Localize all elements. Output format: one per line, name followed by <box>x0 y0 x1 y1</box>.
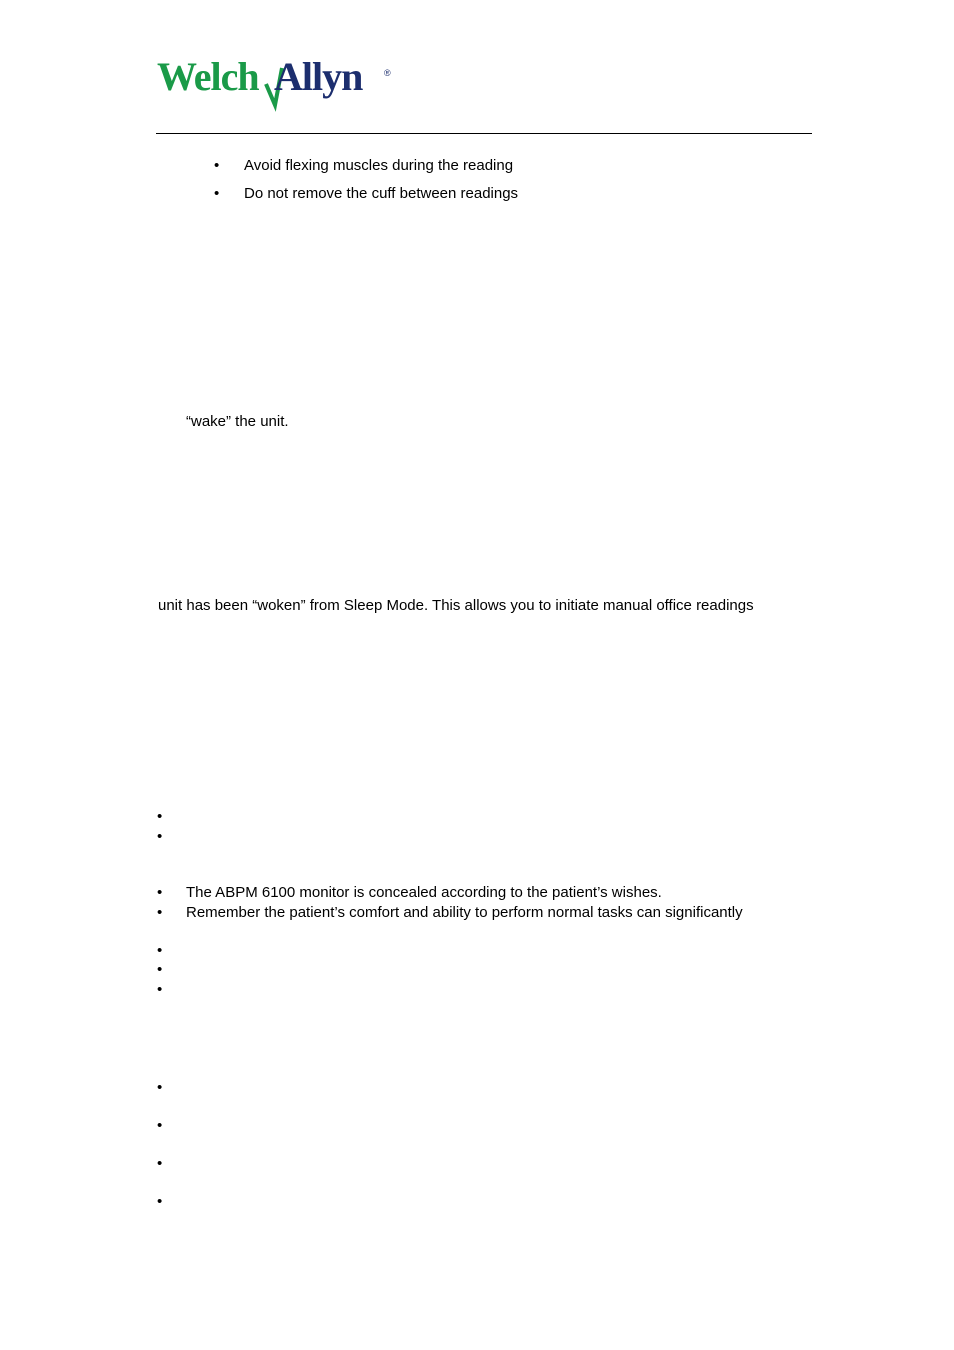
list-item: Remember the patient’s comfort and ability to perform normal tasks can significantly <box>186 904 743 921</box>
paragraph-woken: unit has been “woken” from Sleep Mode. This allows you to initiate manual office readings <box>158 597 754 614</box>
list-item: Do not remove the cuff between readings <box>244 185 519 202</box>
header-divider <box>156 133 812 134</box>
bullet-dot: • <box>157 961 163 978</box>
bullet-dot: • <box>157 981 163 998</box>
list-item: Avoid flexing muscles during the reading <box>244 157 514 174</box>
bullet-dot: • <box>214 185 220 202</box>
paragraph-wake: “wake” the unit. <box>186 413 289 430</box>
bullet-dot: • <box>157 828 163 845</box>
bullet-dot: • <box>157 1155 163 1172</box>
bullet-dot: • <box>214 157 220 174</box>
logo-registered-mark: ® <box>384 68 391 78</box>
welch-allyn-logo <box>157 54 397 110</box>
bullet-dot: • <box>157 1193 163 1210</box>
bullet-dot: • <box>157 1079 163 1096</box>
bullet-dot: • <box>157 942 163 959</box>
bullet-dot: • <box>157 904 163 921</box>
bullet-dot: • <box>157 1117 163 1134</box>
bullet-dot: • <box>157 884 163 901</box>
bullet-dot: • <box>157 808 163 825</box>
logo-graphic <box>157 54 397 110</box>
logo-word-welch: Welch <box>157 54 259 99</box>
list-item: The ABPM 6100 monitor is concealed according to the patient’s wishes. <box>186 884 662 901</box>
logo-word-allyn: Allyn <box>274 54 363 99</box>
